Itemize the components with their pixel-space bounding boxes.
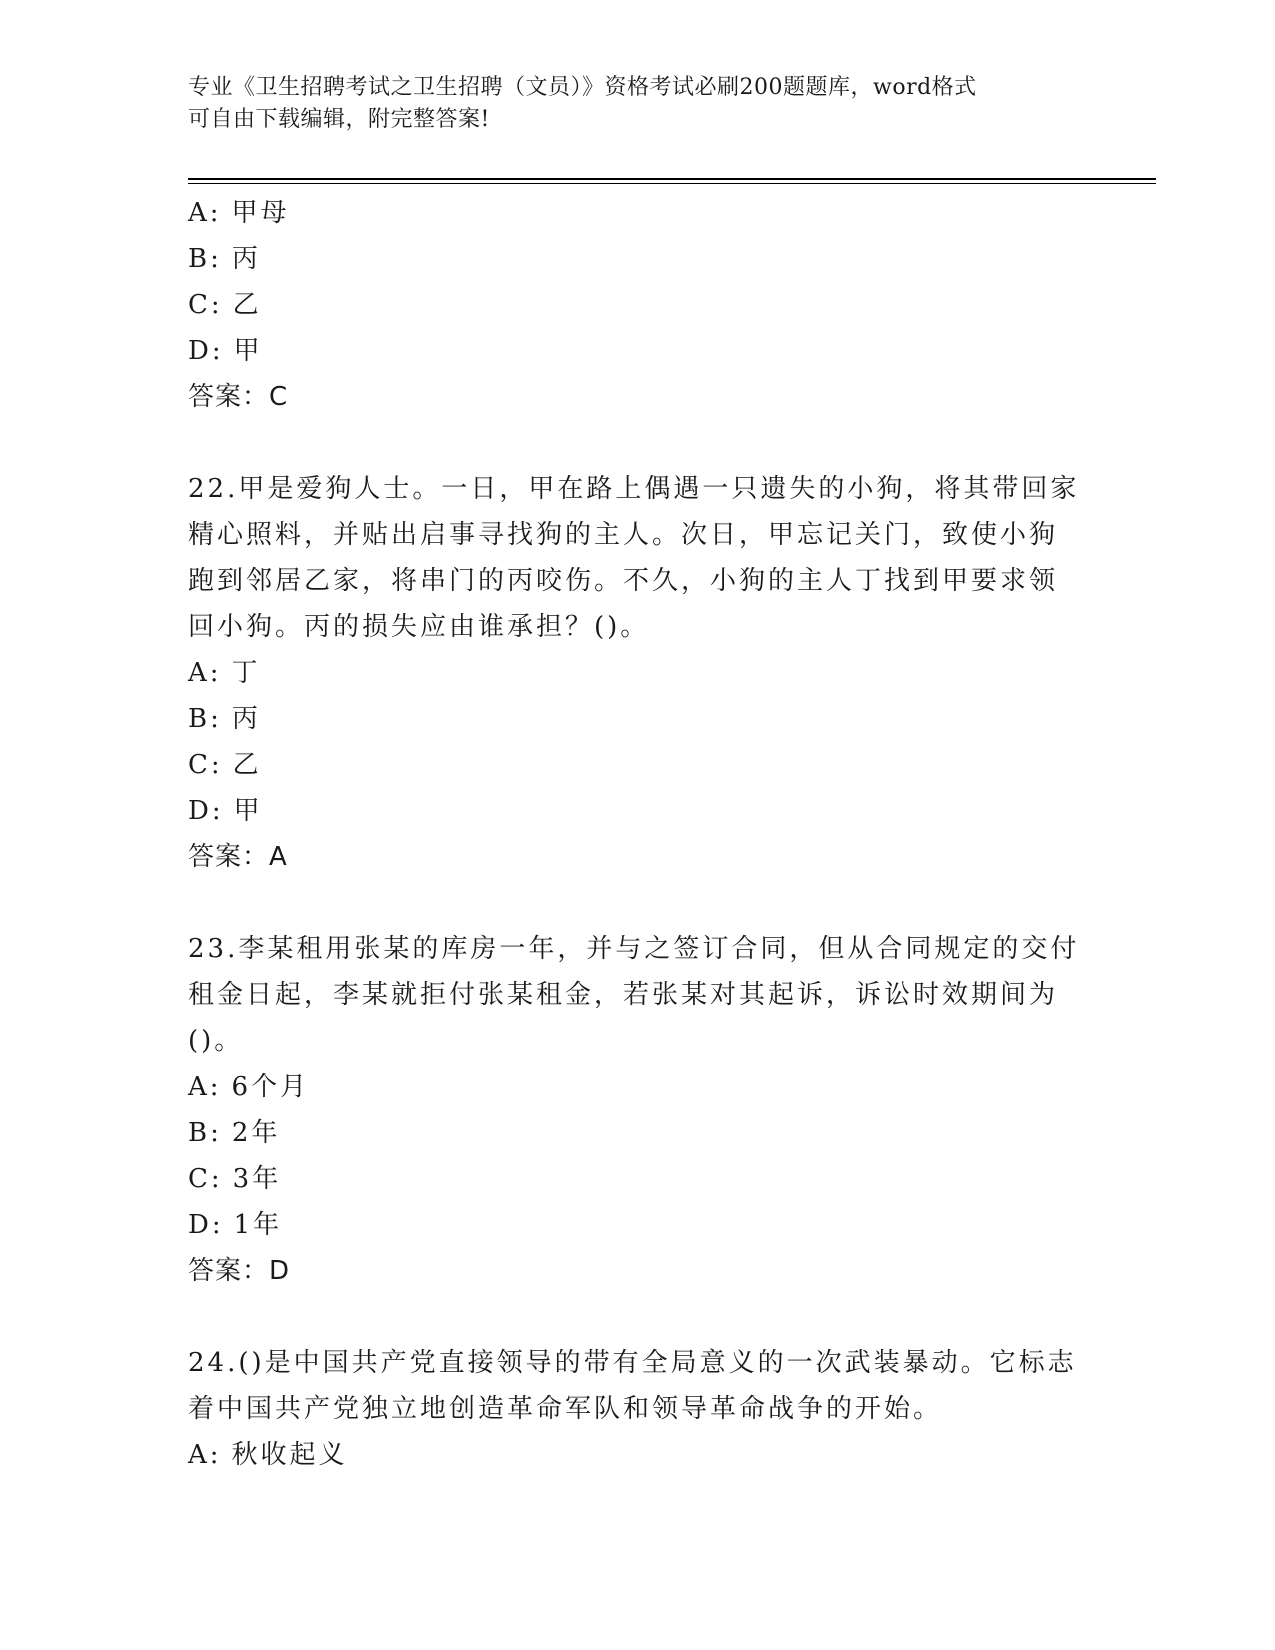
header-line-1: 专业《卫生招聘考试之卫生招聘（文员）》资格考试必刷200题题库，word格式 — [188, 75, 977, 100]
option-c — [188, 1156, 1088, 1202]
stem-line: 23.李某租用张某的库房一年，并与之签订合同，但从合同规定的交付 — [188, 934, 1080, 964]
option-label: D: — [188, 1210, 224, 1240]
answer-line: 答案：A — [188, 842, 288, 872]
stem-line: 租金日起，李某就拒付张某租金，若张某对其起诉，诉讼时效期间为 — [188, 980, 1059, 1010]
header-divider-thin — [188, 183, 1156, 184]
option-text: 3年 — [232, 1164, 282, 1194]
header-line-2: 可自由下载编辑，附完整答案! — [188, 107, 490, 132]
option-text: 丙 — [231, 244, 261, 274]
header-divider-thick — [188, 178, 1156, 180]
option-text: 1年 — [233, 1210, 283, 1240]
option-label: D: — [188, 336, 224, 366]
document-body — [188, 190, 1088, 1478]
stem-line: 跑到邻居乙家，将串门的丙咬伤。不久，小狗的主人丁找到甲要求领 — [188, 566, 1059, 596]
question-21-continued — [188, 190, 1088, 420]
answer-line: 答案：D — [188, 1256, 291, 1286]
question-stem — [188, 1340, 1088, 1432]
stem-line: ()。 — [188, 1026, 244, 1056]
option-b — [188, 696, 1088, 742]
question-24 — [188, 1340, 1088, 1478]
option-label: C: — [188, 1164, 223, 1194]
option-a — [188, 190, 1088, 236]
option-c — [188, 742, 1088, 788]
option-a — [188, 1064, 1088, 1110]
answer-line: 答案：C — [188, 382, 289, 412]
option-label: A: — [188, 1072, 222, 1102]
option-text: 丙 — [231, 704, 261, 734]
option-label: B: — [188, 1118, 222, 1148]
option-text: 甲母 — [231, 198, 290, 228]
option-text: 丁 — [231, 658, 261, 688]
stem-line: 着中国共产党独立地创造革命军队和领导革命战争的开始。 — [188, 1394, 943, 1424]
option-a — [188, 650, 1088, 696]
option-d — [188, 1202, 1088, 1248]
question-stem — [188, 466, 1088, 650]
option-text: 甲 — [233, 336, 263, 366]
stem-line: 精心照料，并贴出启事寻找狗的主人。次日，甲忘记关门，致使小狗 — [188, 520, 1059, 550]
option-label: A: — [188, 1440, 222, 1470]
option-label: A: — [188, 658, 222, 688]
stem-line: 24.()是中国共产党直接领导的带有全局意义的一次武装暴动。它标志 — [188, 1348, 1077, 1378]
question-22 — [188, 466, 1088, 880]
option-label: B: — [188, 704, 222, 734]
option-label: C: — [188, 290, 223, 320]
stem-line: 22.甲是爱狗人士。一日，甲在路上偶遇一只遗失的小狗，将其带回家 — [188, 474, 1080, 504]
option-text: 甲 — [233, 796, 263, 826]
option-label: B: — [188, 244, 222, 274]
option-label: C: — [188, 750, 223, 780]
question-stem — [188, 926, 1088, 1064]
question-23 — [188, 926, 1088, 1294]
option-b — [188, 236, 1088, 282]
option-d — [188, 328, 1088, 374]
option-label: D: — [188, 796, 224, 826]
document-header — [188, 72, 1088, 136]
option-a — [188, 1432, 1088, 1478]
stem-line: 回小狗。丙的损失应由谁承担？()。 — [188, 612, 650, 642]
option-text: 秋收起义 — [231, 1440, 348, 1470]
option-label: A: — [188, 198, 222, 228]
option-text: 2年 — [231, 1118, 281, 1148]
option-c — [188, 282, 1088, 328]
option-text: 6个月 — [231, 1072, 310, 1102]
option-text: 乙 — [232, 290, 262, 320]
option-text: 乙 — [232, 750, 262, 780]
option-d — [188, 788, 1088, 834]
option-b — [188, 1110, 1088, 1156]
